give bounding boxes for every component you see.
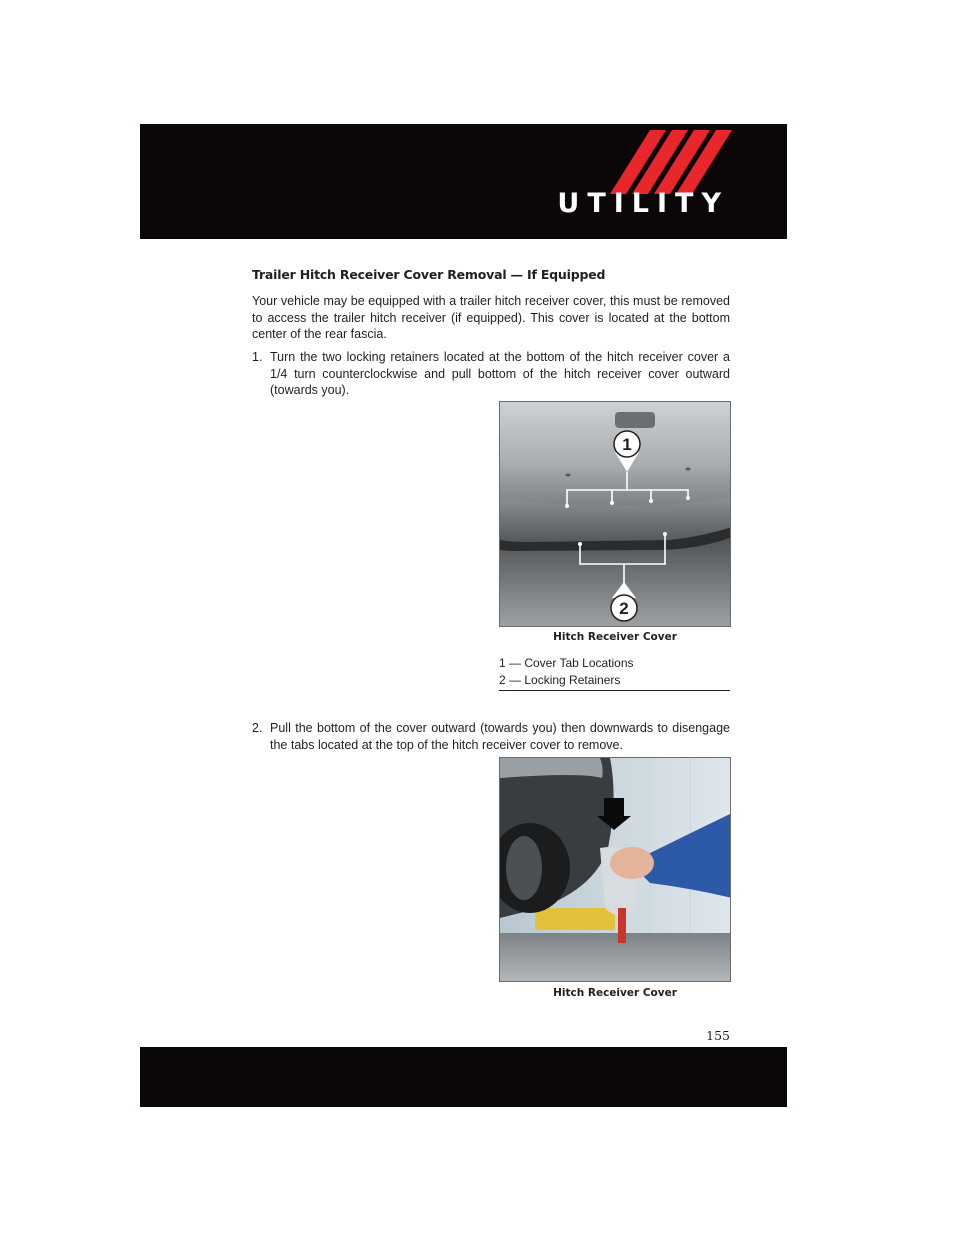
step-number: 1.	[252, 350, 263, 364]
step-1	[252, 349, 730, 399]
callout-2-label: 2	[619, 599, 629, 618]
callout-1-label: 1	[622, 435, 632, 454]
hitch-cover-photo-1	[499, 401, 731, 627]
intro-paragraph: Your vehicle may be equipped with a trailer hitch receiver cover, this must be removed to access the trailer hitch receiver (if equipped). This cover is located at the bottom center of the rear fascia.	[252, 294, 730, 341]
page-number: 155	[706, 1028, 730, 1043]
step-2	[252, 720, 730, 753]
step-number: 2.	[252, 721, 263, 735]
section-title: UTILITY	[557, 188, 729, 219]
header-band	[140, 124, 787, 239]
step-text: Pull the bottom of the cover outward (towards you) then downwards to disengage the tabs located at the top of the hitch receiver cover to remove.	[270, 721, 730, 752]
legend-item-1: 1 — Cover Tab Locations	[499, 656, 634, 670]
legend-item-2: 2 — Locking Retainers	[499, 672, 621, 687]
hitch-cover-photo-2	[499, 757, 731, 982]
figure-2-caption: Hitch Receiver Cover	[553, 987, 677, 999]
step-text: Turn the two locking retainers located at the bottom of the hitch receiver cover a 1/4 turn counterclockwise and pull bottom of the hitch receiver cover outward (towards you).	[270, 350, 730, 397]
footer-band	[140, 1047, 787, 1107]
figure-1-legend	[499, 655, 730, 691]
brand-stripes-logo	[610, 130, 770, 194]
article-heading: Trailer Hitch Receiver Cover Removal — If Equipped	[252, 267, 606, 282]
figure-1-caption: Hitch Receiver Cover	[553, 631, 677, 643]
